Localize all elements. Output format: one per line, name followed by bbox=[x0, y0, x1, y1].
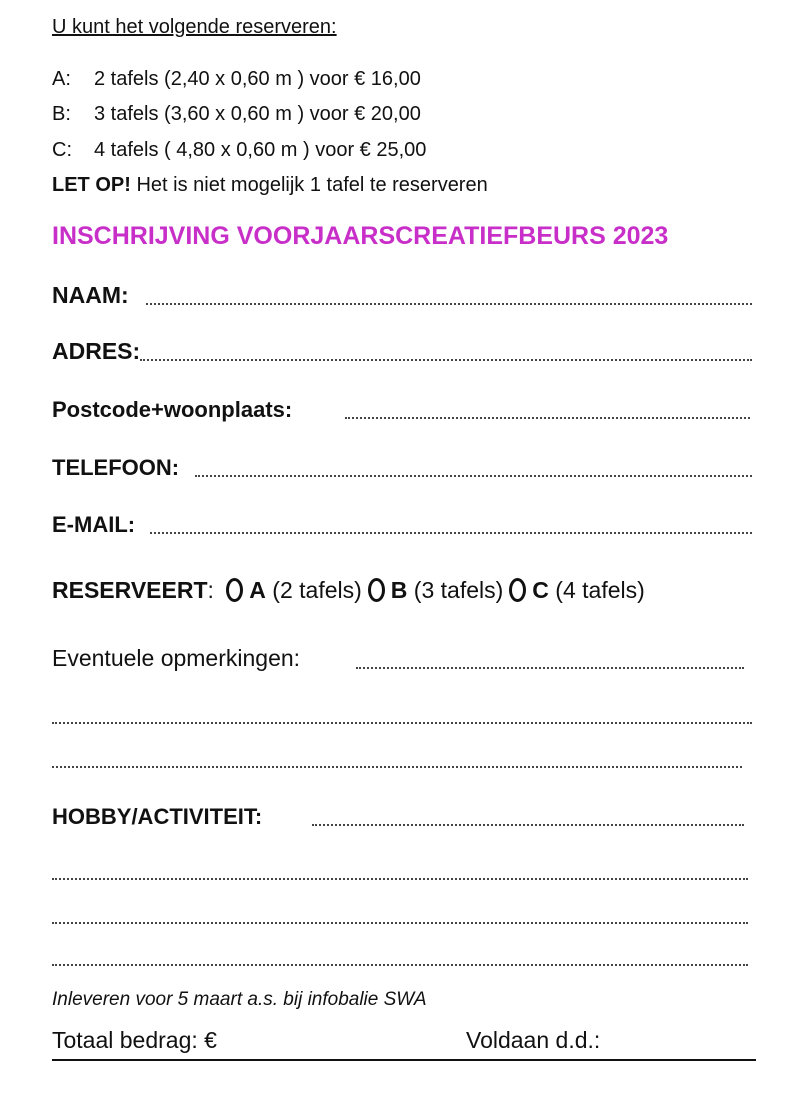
option-code: A: bbox=[52, 68, 71, 90]
hobby-field-1[interactable] bbox=[312, 824, 744, 826]
note-text: Het is niet mogelijk 1 tafel te reserveren bbox=[130, 174, 488, 196]
reserveert-row bbox=[52, 577, 645, 604]
email-field[interactable] bbox=[150, 532, 752, 534]
reserveert-colon: : bbox=[207, 577, 214, 603]
totaal-label: Totaal bedrag: € bbox=[52, 1027, 217, 1053]
adres-field[interactable] bbox=[140, 359, 752, 361]
telefoon-field[interactable] bbox=[195, 475, 752, 477]
form-title: INSCHRIJVING VOORJAARSCREATIEFBEURS 2023 bbox=[52, 222, 669, 250]
opmerkingen-field-2[interactable] bbox=[52, 722, 752, 724]
option-code: C: bbox=[52, 139, 72, 161]
intro-heading: U kunt het volgende reserveren: bbox=[52, 16, 337, 38]
totaal-line bbox=[52, 1059, 756, 1061]
naam-field[interactable] bbox=[146, 303, 752, 305]
radio-a[interactable] bbox=[226, 578, 243, 602]
option-text: 2 tafels (2,40 x 0,60 m ) voor € 16,00 bbox=[94, 68, 421, 90]
hobby-label: HOBBY/ACTIVITEIT: bbox=[52, 804, 263, 829]
option-b-text: (3 tafels) bbox=[407, 577, 504, 603]
option-c bbox=[52, 139, 426, 162]
email-label: E-MAIL: bbox=[52, 512, 136, 537]
reserveert-label: RESERVEERT bbox=[52, 577, 208, 603]
option-text: 3 tafels (3,60 x 0,60 m ) voor € 20,00 bbox=[94, 103, 421, 125]
option-code: B: bbox=[52, 103, 71, 125]
note-bold: LET OP! bbox=[52, 174, 131, 196]
opmerkingen-field-1[interactable] bbox=[356, 667, 744, 669]
inleveren-note: Inleveren voor 5 maart a.s. bij infobalie SWA bbox=[52, 989, 427, 1010]
option-a-letter: A bbox=[249, 577, 266, 603]
hobby-field-3[interactable] bbox=[52, 922, 748, 924]
note bbox=[52, 174, 488, 197]
opmerkingen-label: Eventuele opmerkingen: bbox=[52, 645, 301, 671]
hobby-field-2[interactable] bbox=[52, 878, 748, 880]
postcode-label: Postcode+woonplaats: bbox=[52, 397, 293, 422]
option-a-text: (2 tafels) bbox=[265, 577, 362, 603]
radio-c[interactable] bbox=[509, 578, 526, 602]
option-c-text: (4 tafels) bbox=[548, 577, 645, 603]
option-c-letter: C bbox=[532, 577, 549, 603]
postcode-field[interactable] bbox=[345, 417, 750, 419]
option-b bbox=[52, 103, 421, 126]
option-b-letter: B bbox=[390, 577, 408, 603]
opmerkingen-field-3[interactable] bbox=[52, 766, 742, 768]
voldaan-label: Voldaan d.d.: bbox=[466, 1027, 601, 1053]
adres-label: ADRES: bbox=[52, 338, 141, 364]
radio-b[interactable] bbox=[368, 578, 385, 602]
naam-label: NAAM: bbox=[52, 282, 129, 308]
telefoon-label: TELEFOON: bbox=[52, 455, 180, 480]
option-a bbox=[52, 68, 421, 91]
hobby-field-4[interactable] bbox=[52, 964, 748, 966]
option-text: 4 tafels ( 4,80 x 0,60 m ) voor € 25,00 bbox=[94, 139, 427, 161]
